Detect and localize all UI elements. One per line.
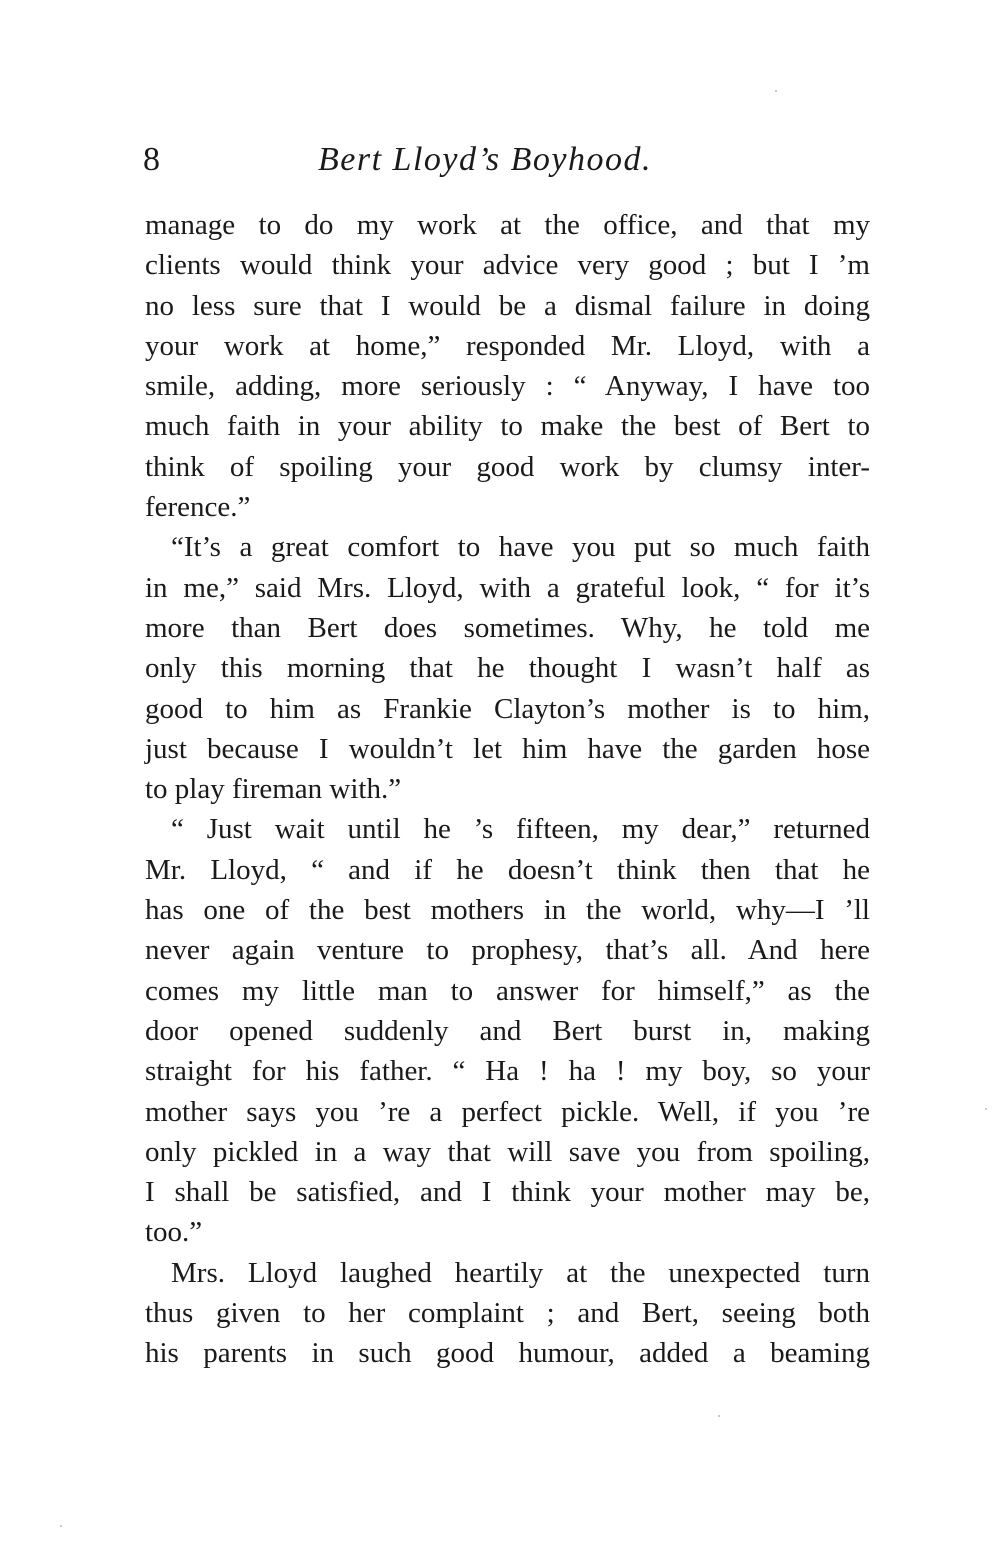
text-line: more than Bert does sometimes. Why, he told me bbox=[145, 611, 870, 644]
text-line: only pickled in a way that will save you from spoiling, bbox=[145, 1135, 870, 1168]
paragraph-start-line: Mrs. Lloyd laughed heartily at the unexpected turn bbox=[171, 1256, 870, 1289]
text-line: smile, adding, more seriously : “ Anyway, I have too bbox=[145, 370, 870, 403]
paragraph-start-line: “ Just wait until he ’s fifteen, my dear,” returned bbox=[171, 813, 870, 846]
paper-speck bbox=[718, 1415, 720, 1417]
text-line: no less sure that I would be a dismal failure in doing bbox=[145, 289, 870, 322]
text-line: manage to do my work at the office, and that my bbox=[145, 209, 870, 241]
text-line: in me,” said Mrs. Lloyd, with a grateful look, “ for it’s bbox=[145, 571, 870, 604]
running-title: Bert Lloyd’s Boyhood. bbox=[318, 141, 653, 178]
text-line: mother says you ’re a perfect pickle. Well, if you ’re bbox=[145, 1095, 870, 1128]
text-line: straight for his father. “ Ha ! ha ! my boy, so your bbox=[145, 1055, 870, 1088]
paper-speck bbox=[985, 1108, 987, 1110]
text-line: your work at home,” responded Mr. Lloyd, with a bbox=[145, 329, 870, 362]
text-line: never again venture to prophesy, that’s all. And here bbox=[145, 934, 870, 967]
text-line: only this morning that he thought I wasn’t half as bbox=[145, 652, 870, 685]
text-line: his parents in such good humour, added a beaming bbox=[145, 1337, 870, 1370]
text-line: has one of the best mothers in the world, why—I ’ll bbox=[145, 894, 870, 927]
text-line: think of spoiling your good work by clumsy inter- bbox=[145, 450, 870, 483]
running-head bbox=[140, 140, 875, 188]
page-number: 8 bbox=[143, 141, 160, 178]
paper-speck bbox=[775, 90, 777, 92]
text-line: just because I wouldn’t let him have the garden hose bbox=[145, 732, 870, 765]
text-line: door opened suddenly and Bert burst in, making bbox=[145, 1014, 870, 1047]
text-line: Mr. Lloyd, “ and if he doesn’t think then that he bbox=[145, 853, 870, 886]
paper-speck bbox=[60, 1525, 62, 1527]
body-text bbox=[145, 205, 870, 1374]
text-line: thus given to her complaint ; and Bert, seeing both bbox=[145, 1297, 870, 1330]
text-line: clients would think your advice very good ; but I ’m bbox=[145, 249, 870, 282]
text-line: too.” bbox=[145, 1216, 203, 1249]
text-line: good to him as Frankie Clayton’s mother is to him, bbox=[145, 692, 870, 725]
paragraph-start-line: “It’s a great comfort to have you put so much faith bbox=[171, 531, 870, 564]
text-line: much faith in your ability to make the best of Bert to bbox=[145, 410, 870, 443]
text-line: I shall be satisfied, and I think your mother may be, bbox=[145, 1176, 870, 1209]
text-line: ference.” bbox=[145, 491, 251, 524]
text-line: comes my little man to answer for himself,” as the bbox=[145, 974, 870, 1007]
text-line: to play fireman with.” bbox=[145, 773, 402, 806]
